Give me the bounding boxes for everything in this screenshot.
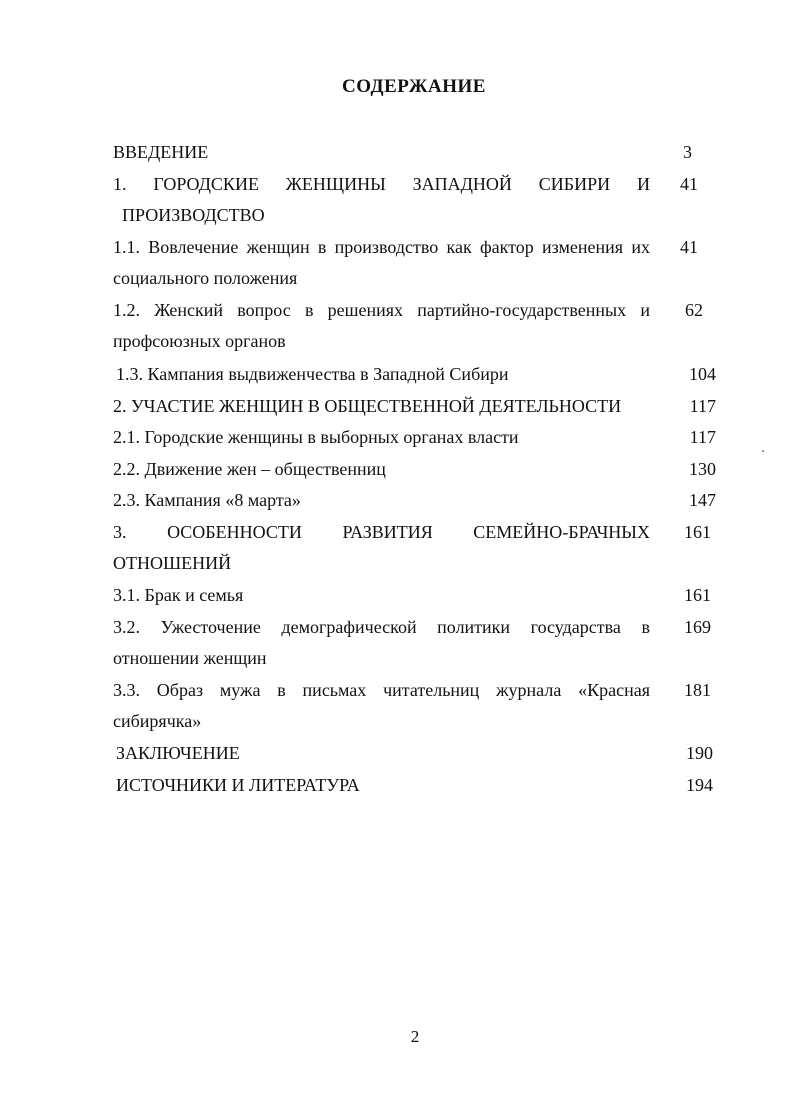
toc-page-s1-2: 62 [685,300,703,320]
toc-page-s2-1: 117 [689,427,716,447]
toc-entry-s1-1-line1: 1.1. Вовлечение женщин в производство как фактор изменения их [113,237,650,257]
toc-entry-s2-1: 2.1. Городские женщины в выборных органах власти [113,427,519,447]
toc-entry-s2-3: 2.3. Кампания «8 марта» [113,490,301,510]
page-title: СОДЕРЖАНИЕ [342,76,486,97]
toc-page-s3-1: 161 [684,585,711,605]
toc-page-conclusion: 190 [686,743,713,763]
toc-entry-s1-3: 1.3. Кампания выдвиженчества в Западной Сибири [116,364,509,384]
toc-page-ch2: 117 [689,396,716,416]
toc-page-ch3: 161 [684,522,711,542]
toc-entry-s1-2-line1: 1.2. Женский вопрос в решениях партийно-государственных и [113,300,650,320]
toc-page-s2-2: 130 [689,459,716,479]
toc-entry-ch3-line1: 3. ОСОБЕННОСТИ РАЗВИТИЯ СЕМЕЙНО-БРАЧНЫХ [113,522,650,542]
toc-entry-ch3-line2: ОТНОШЕНИЙ [113,553,232,573]
toc-entry-s2-2: 2.2. Движение жен – общественниц [113,459,386,479]
toc-entry-s1-1-line2: социального положения [113,268,298,288]
scan-speck [762,450,764,452]
toc-page-s1-3: 104 [689,364,716,384]
toc-page-s3-2: 169 [684,617,711,637]
toc-entry-s3-2-line1: 3.2. Ужесточение демографической политики государства в [113,617,650,637]
toc-page-sources: 194 [686,775,713,795]
toc-entry-s3-3-line2: сибирячка» [113,711,202,731]
toc-entry-conclusion: ЗАКЛЮЧЕНИЕ [116,743,240,763]
toc-page-s2-3: 147 [689,490,716,510]
toc-entry-ch1-line2: ПРОИЗВОДСТВО [122,205,265,225]
toc-entry-s1-2-line2: профсоюзных органов [113,331,286,351]
toc-page-s1-1: 41 [680,237,698,257]
toc-page-s3-3: 181 [684,680,711,700]
toc-entry-ch2: 2. УЧАСТИЕ ЖЕНЩИН В ОБЩЕСТВЕННОЙ ДЕЯТЕЛЬНОСТИ [113,396,622,416]
toc-entry-s3-2-line2: отношении женщин [113,648,267,668]
toc-page-ch1: 41 [680,174,698,194]
toc-entry-s3-1: 3.1. Брак и семья [113,585,244,605]
toc-entry-s3-3-line1: 3.3. Образ мужа в письмах читательниц журнала «Красная [113,680,650,700]
toc-entry-sources: ИСТОЧНИКИ И ЛИТЕРАТУРА [116,775,360,795]
toc-entry-ch1-line1: 1. ГОРОДСКИЕ ЖЕНЩИНЫ ЗАПАДНОЙ СИБИРИ И [113,174,650,194]
toc-page-intro: 3 [683,142,692,162]
page-number: 2 [410,1027,420,1046]
toc-entry-intro: ВВЕДЕНИЕ [113,142,209,162]
